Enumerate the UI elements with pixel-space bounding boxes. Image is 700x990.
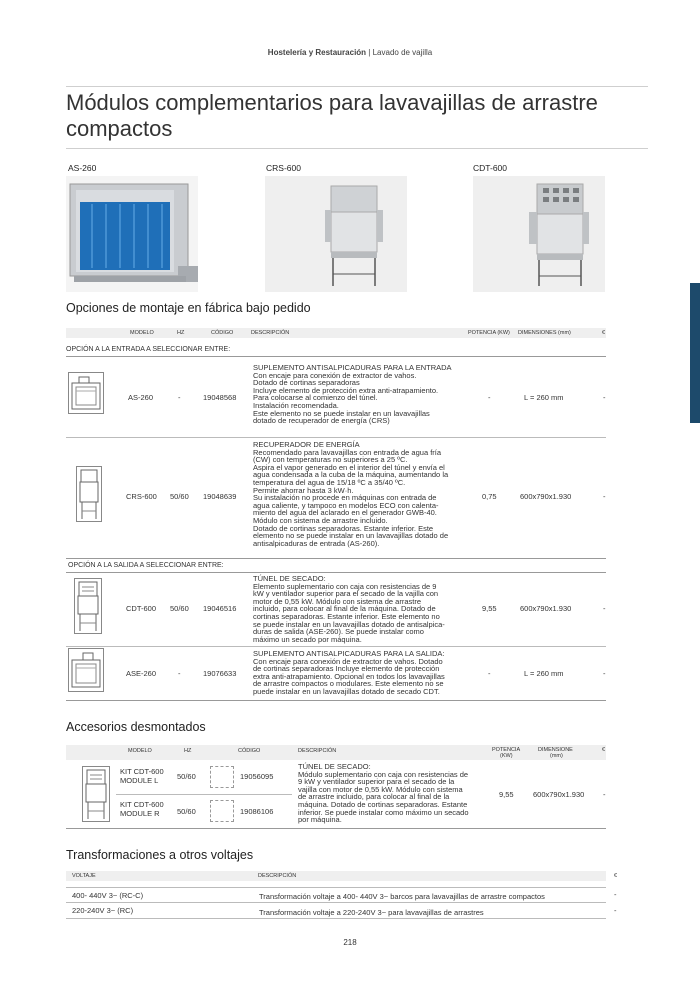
kit-desc-line: Módulo suplementario con caja con resistencias de	[298, 769, 469, 779]
row-as260-desc-line: Incluye elemento de protección extra anti-atrapamiento.	[253, 385, 439, 395]
kit-desc-line: de arrastre incluido, para colocar al final de la	[298, 792, 450, 802]
kit-row-divider	[116, 794, 292, 795]
title-bottom-rule	[66, 148, 648, 149]
row-cdt600-codigo: 19046516	[203, 604, 237, 613]
kit-module-r-modelo-line2: MODULE R	[120, 809, 160, 818]
group-salida-title: OPCIÓN A LA SALIDA A SELECCIONAR ENTRE:	[68, 562, 224, 569]
col-dimensiones-line2: (mm)	[550, 753, 563, 759]
kit-module-r-codigo: 19086106	[240, 807, 274, 816]
row-as260-desc-line: dotado de recuperador de energía (CRS)	[253, 416, 390, 426]
col-codigo: CÓDIGO	[238, 748, 261, 754]
row-crs600-potencia: 0,75	[482, 492, 497, 501]
row-as260-hz: -	[178, 393, 181, 402]
row-as260-codigo: 19048568	[203, 393, 237, 402]
row-as260-dimensiones: L = 260 mm	[524, 393, 564, 402]
col-voltaje: VOLTAJE	[72, 873, 96, 879]
row-ase260-desc-line: extra anti-atrapamiento. Opcional en todos los lavavajillas	[253, 671, 445, 681]
row-as260-potencia: -	[488, 393, 491, 402]
kit-dimensiones: 600x790x1.930	[533, 790, 585, 799]
voltajes-bottom-rule	[66, 918, 606, 919]
row-ase260-codigo: 19076633	[203, 669, 237, 678]
col-hz: HZ	[184, 748, 192, 754]
voltaje-row2-voltaje: 220-240V 3~ (RC)	[72, 906, 134, 915]
voltajes-heading: Transformaciones a otros voltajes	[66, 848, 254, 862]
row-cdt600-desc-line: Elemento suplementario con caja con resistencias de 9	[253, 581, 437, 591]
sketch-crs600-icon	[76, 466, 102, 522]
col-potencia-line2: (KW)	[500, 753, 513, 759]
row-as260-desc-line: Dotado de cortinas separadoras	[253, 378, 360, 388]
voltajes-header-rule	[66, 887, 606, 888]
row-ase260-desc-line: puede instalar en un lavavajillas dotado de secado CDT.	[253, 686, 440, 696]
product-image-as260	[66, 176, 198, 292]
product-label-crs600: CRS-600	[266, 163, 301, 173]
kit-module-l-hz: 50/60	[177, 772, 196, 781]
row-cdt600-desc-line: incluido, para colocar al final de la máquina. Dotado de	[253, 604, 436, 614]
kit-potencia: 9,55	[499, 790, 514, 799]
row-divider	[66, 437, 606, 438]
row-crs600-desc-line: agua condensada a la cuba de la máquina, aumentando la	[253, 470, 449, 480]
row-as260-desc-title: SUPLEMENTO ANTISALPICADURAS PARA LA ENTRADA	[253, 363, 452, 372]
kit-desc-line: máquina. Dotado de cortinas separadoras. Estante	[298, 799, 468, 809]
row-ase260-hz: -	[178, 669, 181, 678]
header-breadcrumb	[0, 48, 700, 57]
row-cdt600-desc-title: TÚNEL DE SECADO:	[253, 574, 326, 583]
product-image-cdt600	[473, 176, 605, 292]
sketch-kit-cdt600-icon	[82, 766, 110, 822]
header-subsection: Lavado de vajilla	[372, 48, 433, 57]
voltaje-row2-descripcion: Transformación voltaje a 220-240V 3~ para lavavajillas de arrastres	[259, 908, 484, 917]
row-cdt600-desc-line: kW y ventilador superior para el secado de la vajilla con	[253, 589, 439, 599]
row-crs600-hz: 50/60	[170, 492, 189, 501]
row-crs600-dimensiones: 600x790x1.930	[520, 492, 572, 501]
kit-module-l-codigo: 19056095	[240, 772, 274, 781]
col-dimensiones-line1: DIMENSIONE	[538, 747, 573, 753]
kit-euro: -	[603, 790, 606, 799]
col-dimensiones: DIMENSIONES (mm)	[518, 330, 571, 336]
col-modelo: MODELO	[130, 330, 154, 336]
col-potencia: POTENCIA (KW)	[468, 330, 510, 336]
voltaje-row1-voltaje: 400- 440V 3~ (RC-C)	[72, 891, 144, 900]
sketch-as260-icon	[68, 372, 104, 414]
row-as260-description	[253, 364, 468, 425]
row-ase260-dimensiones: L = 260 mm	[524, 669, 564, 678]
voltaje-row2-euro: -	[614, 906, 617, 915]
row-ase260-description	[253, 650, 468, 696]
page-title: Módulos complementarios para lavavajillas de arrastre compactos	[66, 90, 598, 141]
product-label-as260: AS-260	[68, 163, 97, 173]
col-descripcion: DESCRIPCIÓN	[258, 873, 297, 879]
row-as260-desc-line: Este elemento no se puede instalar en un lavavajillas	[253, 408, 430, 418]
sketch-cdt600-icon	[74, 578, 102, 634]
row-cdt600-hz: 50/60	[170, 604, 189, 613]
options-table-header	[66, 328, 606, 338]
row-ase260-desc-line: Con encaje para conexión de extractor de vahos. Dotado	[253, 656, 443, 666]
col-codigo: CÓDIGO	[211, 330, 234, 336]
row-cdt600-euro: -	[603, 604, 606, 613]
row-ase260-desc-line: de cortinas separadoras Incluye elemento de protección	[253, 664, 440, 674]
row-crs600-euro: -	[603, 492, 606, 501]
row-crs600-codigo: 19048639	[203, 492, 237, 501]
row-ase260-modelo: ASE-260	[126, 669, 157, 678]
row-cdt600-desc-line: se puede instalar en un lavavajillas dotado de antisalpica-	[253, 619, 445, 629]
row-crs600-desc-line: elemento no se puede instalar en un lavavajillas dotado de	[253, 531, 449, 541]
group-divider	[66, 558, 606, 559]
kit-desc-line: vajilla con motor de 0,55 kW. Módulo con sistema	[298, 784, 463, 794]
voltaje-row1-euro: -	[614, 890, 617, 899]
row-crs600-desc-line: agua caliente, y tampoco en modelos ECO con calenta-	[253, 500, 439, 510]
group-entrada-title: OPCIÓN A LA ENTRADA A SELECCIONAR ENTRE:	[66, 346, 231, 353]
row-crs600-desc-title: RECUPERADOR DE ENERGÍA	[253, 440, 360, 449]
row-cdt600-potencia: 9,55	[482, 604, 497, 613]
row-as260-euro: -	[603, 393, 606, 402]
row-cdt600-dimensiones: 600x790x1.930	[520, 604, 572, 613]
row-crs600-desc-line: Aspira el vapor generado en el interior del túnel y envía el	[253, 462, 445, 472]
col-potencia-line1: POTENCIA	[492, 747, 521, 753]
kit-desc-line: 9 kW y ventilador superior para el secado de la	[298, 777, 455, 787]
kit-module-l-modelo-line2: MODULE L	[120, 776, 159, 785]
kit-description	[298, 763, 488, 824]
row-ase260-desc-title: SUPLEMENTO ANTISALPICADURAS PARA LA SALIDA:	[253, 649, 445, 658]
kit-module-l-sketch-icon	[210, 766, 234, 788]
row-ase260-euro: -	[603, 669, 606, 678]
kit-module-r-modelo-line1: KIT CDT-600	[120, 800, 164, 809]
accesorios-table-bottom-rule	[66, 828, 606, 829]
col-descripcion: DESCRIPCIÓN	[251, 330, 290, 336]
row-cdt600-desc-line: cortinas separadoras. Estante inferior. Este elemento no	[253, 611, 440, 621]
kit-module-r-hz: 50/60	[177, 807, 196, 816]
col-descripcion: DESCRIPCIÓN	[298, 748, 337, 754]
header-separator: |	[366, 48, 373, 57]
row-as260-desc-line: Con encaje para conexión de extractor de vahos.	[253, 370, 417, 380]
page-number: 218	[343, 938, 357, 947]
product-image-crs600	[265, 176, 407, 292]
row-crs600-desc-line: Módulo con sistema de arrastre incluido.	[253, 515, 388, 525]
accesorios-heading: Accesorios desmontados	[66, 720, 206, 734]
title-top-rule	[66, 86, 648, 87]
row-cdt600-description	[253, 575, 468, 643]
col-euro: €	[602, 330, 606, 336]
row-as260-desc-line: Instalación recomendada.	[253, 400, 339, 410]
row-as260-modelo: AS-260	[128, 393, 154, 402]
row-cdt600-desc-line: duras de salida (ASE-260). Se puede instalar como	[253, 627, 424, 637]
side-tab-marker	[690, 283, 700, 423]
row-crs600-desc-line: temperatura del agua de 15/18 ºC a 35/40 ºC.	[253, 477, 406, 487]
row-crs600-desc-line: antisalpicaduras de entrada (AS-260).	[253, 538, 380, 548]
accesorios-table-header	[66, 745, 606, 760]
options-heading: Opciones de montaje en fábrica bajo pedido	[66, 301, 311, 315]
kit-module-l-modelo	[120, 767, 164, 785]
row-cdt600-desc-line: máximo un secado por máquina.	[253, 634, 362, 644]
group-salida-rule	[66, 572, 606, 573]
kit-module-r-sketch-icon	[210, 800, 234, 822]
row-crs600-desc-line: Permite ahorrar hasta 3 kW·h.	[253, 485, 354, 495]
options-table-bottom-rule	[66, 700, 606, 701]
row-divider	[66, 646, 606, 647]
kit-module-r-modelo	[120, 800, 164, 818]
row-as260-desc-line: Para colocarse al comienzo del túnel.	[253, 393, 378, 403]
voltajes-table-header	[66, 871, 618, 881]
row-ase260-potencia: -	[488, 669, 491, 678]
row-crs600-desc-line: Su instalación no procede en máquinas con entrada de	[253, 493, 437, 503]
kit-desc-title: TÚNEL DE SECADO:	[298, 762, 371, 771]
row-crs600-desc-line: Recomendado para lavavajillas con entrada de agua fría	[253, 447, 442, 457]
header-section: Hostelería y Restauración	[267, 48, 367, 57]
voltaje-row1-descripcion: Transformación voltaje a 400- 440V 3~ barcos para lavavajillas de arrastre compactos	[259, 892, 545, 901]
col-hz: HZ	[177, 330, 185, 336]
row-cdt600-desc-line: motor de 0,55 kW. Módulo con sistema de arrastre	[253, 596, 421, 606]
col-euro: €	[602, 747, 606, 753]
row-crs600-desc-line: miento del agua del aclarado en el generador GWB-40.	[253, 508, 437, 518]
kit-desc-line: inferior. Se puede instalar como máximo un secado	[298, 807, 469, 817]
kit-module-l-modelo-line1: KIT CDT-600	[120, 767, 164, 776]
kit-desc-line: por máquina.	[298, 815, 342, 825]
voltajes-row-rule	[66, 902, 606, 903]
row-ase260-desc-line: de arrastre compactos o modulares. Este elemento no se	[253, 679, 444, 689]
row-cdt600-modelo: CDT-600	[126, 604, 157, 613]
col-modelo: MODELO	[128, 748, 152, 754]
row-crs600-desc-line: Dotado de cortinas separadoras. Estante inferior. Este	[253, 523, 434, 533]
row-crs600-description	[253, 441, 468, 547]
group-entrada-rule	[66, 356, 606, 357]
col-euro: €	[614, 873, 618, 879]
row-crs600-desc-line: (CW) con temperaturas no superiores a 25 ºC.	[253, 455, 408, 465]
product-label-cdt600: CDT-600	[473, 163, 508, 173]
row-crs600-modelo: CRS-600	[126, 492, 157, 501]
sketch-ase260-icon	[68, 648, 104, 692]
